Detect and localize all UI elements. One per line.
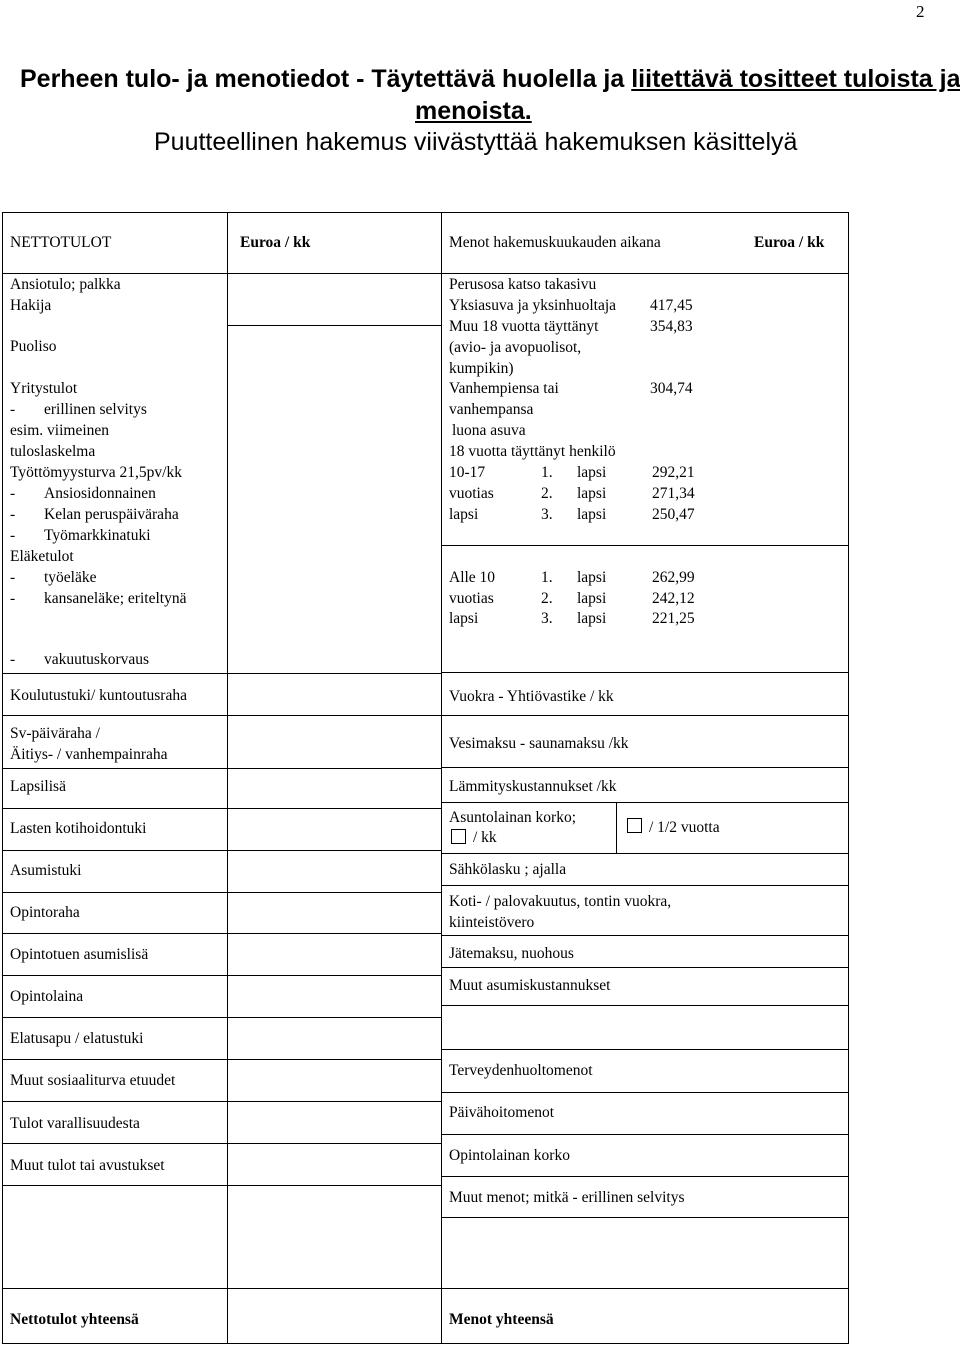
income-label-dash: - (10, 506, 16, 523)
income-label: Työttömyysturva 21,5pv/kk (10, 464, 182, 481)
income-label-dash: - (10, 590, 16, 607)
title-part1: Perheen tulo- ja menotiedot - Täytettävä huolella ja (20, 65, 632, 93)
per-month-label: / kk (473, 829, 497, 846)
income-row: Lasten kotihoidontuki (10, 820, 147, 837)
age-group-label: 10-17 (449, 464, 486, 481)
expense-row: Opintolainan korko (449, 1147, 570, 1164)
basic-value: 271,34 (652, 485, 695, 502)
age-group-label: vuotias (449, 485, 494, 502)
income-label: Ansiotulo; palkka (10, 276, 121, 293)
expense-total-label: Menot yhteensä (449, 1311, 554, 1328)
income-label: Ansiosidonnainen (44, 485, 156, 502)
income-label-dash: - (10, 527, 16, 544)
income-amount-field[interactable] (228, 274, 440, 324)
child-label: lapsi (577, 569, 607, 586)
income-unit-header: Euroa / kk (240, 234, 311, 251)
expense-row: Terveydenhuoltomenot (449, 1062, 593, 1079)
income-row: Asumistuki (10, 862, 82, 879)
basic-label: Muu 18 vuotta täyttänyt (449, 318, 599, 335)
income-label: kansaneläke; eriteltynä (44, 590, 187, 607)
basic-value: 417,45 (650, 297, 693, 314)
expense-row: Sähkölasku ; ajalla (449, 861, 567, 878)
expense-row: Koti- / palovakuutus, tontin vuokra, (449, 893, 672, 910)
basic-value: 250,47 (652, 506, 695, 523)
expense-row: Lämmityskustannukset /kk (449, 778, 617, 795)
income-total-field[interactable] (228, 1289, 440, 1342)
income-label: Työmarkkinatuki (44, 527, 151, 544)
income-row: Lapsilisä (10, 778, 66, 795)
income-label: Yritystulot (10, 380, 78, 397)
income-header: NETTOTULOT (10, 234, 112, 251)
basic-label: kumpikin) (449, 360, 514, 377)
child-label: lapsi (577, 506, 607, 523)
income-label: tuloslaskelma (10, 443, 96, 460)
expense-row: Muut asumiskustannukset (449, 977, 611, 994)
expense-amount-field[interactable] (740, 673, 847, 714)
basic-label: Yksiasuva ja yksinhuoltaja (449, 297, 617, 314)
income-label: erillinen selvitys (44, 401, 147, 418)
half-year-label: / 1/2 vuotta (649, 819, 720, 836)
expense-row: Vesimaksu - saunamaksu /kk (449, 735, 629, 752)
income-label-dash: - (10, 569, 16, 586)
basic-label: (avio- ja avopuolisot, (449, 339, 582, 356)
child-number: 2. (541, 590, 553, 607)
income-row: Äitiys- / vanhempainraha (10, 746, 168, 763)
basic-value: 292,21 (652, 464, 695, 481)
child-number: 2. (541, 485, 553, 502)
income-label-dash: - (10, 401, 16, 418)
per-month-checkbox[interactable] (451, 829, 466, 844)
expense-row: Vuokra - Yhtiövastike / kk (449, 688, 614, 705)
expense-unit-header: Euroa / kk (754, 234, 825, 251)
age-group-label: vuotias (449, 590, 494, 607)
income-label: Hakija (10, 297, 52, 314)
child-number: 1. (541, 569, 553, 586)
expense-total-field[interactable] (740, 1289, 847, 1342)
child-label: lapsi (577, 485, 607, 502)
half-year-checkbox[interactable] (627, 818, 642, 833)
child-label: lapsi (577, 464, 607, 481)
income-label: Kelan peruspäiväraha (44, 506, 179, 523)
income-row: Sv-päiväraha / (10, 725, 100, 742)
age-group-label: lapsi (449, 506, 479, 523)
income-row: Muut sosiaaliturva etuudet (10, 1072, 176, 1089)
page-title (20, 64, 960, 94)
child-label: lapsi (577, 610, 607, 627)
income-row: Muut tulot tai avustukset (10, 1157, 165, 1174)
expense-row: Päivähoitomenot (449, 1104, 555, 1121)
child-number: 3. (541, 506, 553, 523)
income-label: Puoliso (10, 338, 57, 355)
income-label: esim. viimeinen (10, 422, 110, 439)
page-number: 2 (916, 2, 925, 21)
age-group-label: lapsi (449, 610, 479, 627)
income-label-dash: - (10, 651, 16, 668)
income-label: Eläketulot (10, 548, 74, 565)
child-number: 1. (541, 464, 553, 481)
income-amount-field[interactable] (228, 326, 440, 672)
income-row: Elatusapu / elatustuki (10, 1030, 144, 1047)
income-label: työeläke (44, 569, 97, 586)
basic-label: vanhempansa (449, 401, 534, 418)
income-row: Tulot varallisuudesta (10, 1115, 140, 1132)
basic-label: luona asuva (452, 422, 526, 439)
title-subline: Puutteellinen hakemus viivästyttää hakemuksen käsittelyä (154, 128, 798, 156)
child-number: 3. (541, 610, 553, 627)
basic-label: Perusosa katso takasivu (449, 276, 597, 293)
title-line2: menoista. (415, 97, 532, 125)
title-part2: liitettävä tositteet tuloista ja (631, 65, 960, 93)
expense-row: Jätemaksu, nuohous (449, 945, 574, 962)
expense-row: Muut menot; mitkä - erillinen selvitys (449, 1189, 685, 1206)
income-row: Opintotuen asumislisä (10, 946, 149, 963)
basic-label: 18 vuotta täyttänyt henkilö (449, 443, 616, 460)
basic-label: Vanhempiensa tai (449, 380, 559, 397)
income-total-label: Nettotulot yhteensä (10, 1311, 139, 1328)
age-group-label: Alle 10 (449, 569, 496, 586)
income-row: Koulutustuki/ kuntoutusraha (10, 687, 187, 704)
basic-value: 354,83 (650, 318, 693, 335)
basic-value: 221,25 (652, 610, 695, 627)
basic-value: 262,99 (652, 569, 695, 586)
basic-value: 304,74 (650, 380, 693, 397)
expense-header: Menot hakemuskuukauden aikana (449, 234, 661, 251)
child-label: lapsi (577, 590, 607, 607)
income-label-dash: - (10, 485, 16, 502)
expense-row: Asuntolainan korko; (449, 809, 576, 826)
income-row: Opintolaina (10, 988, 84, 1005)
expense-row: kiinteistövero (449, 914, 535, 931)
income-row: Opintoraha (10, 904, 80, 921)
income-label: vakuutuskorvaus (44, 651, 150, 668)
basic-value: 242,12 (652, 590, 695, 607)
